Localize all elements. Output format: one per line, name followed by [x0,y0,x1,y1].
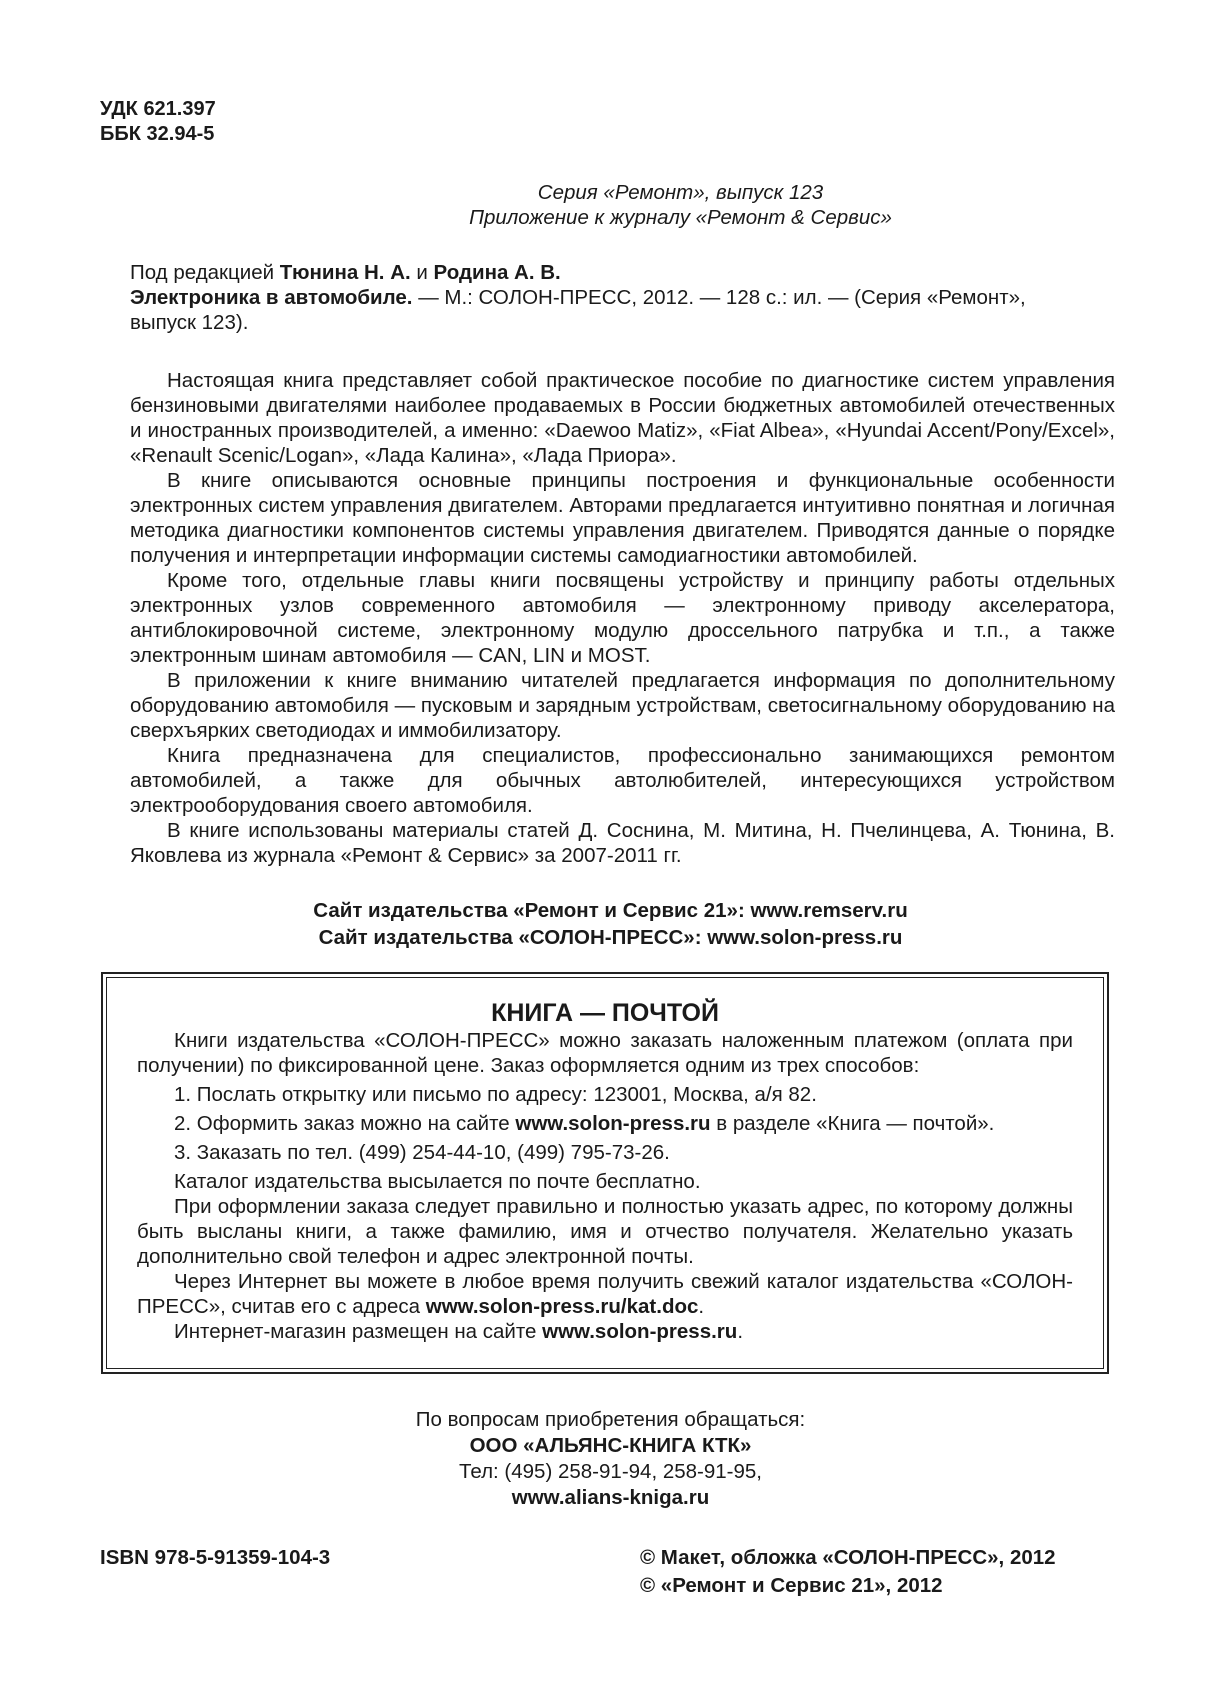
annotation-paragraph: Кроме того, отдельные главы книги посвящены устройству и принципу работы отдельных электронных узлов современного автомобиля — электронному приводу акселератора, антиблокировочной системе, электронному модулю дроссельного патрубка и т.п., а также электронным шинам автомобиля — CAN, LIN и MOST. [130,569,1115,667]
mail-order-content [106,977,1104,1369]
publisher-sites [0,897,1211,951]
book-title: Электроника в автомобиле. [130,286,413,309]
series-info [0,180,1211,230]
internet-catalog-post: . [698,1295,705,1318]
copyright [640,1544,1056,1600]
editors-and: и [410,261,434,284]
bbk-code: ББК 32.94-5 [100,123,215,145]
online-shop [137,1319,1073,1344]
shop-link[interactable]: www.solon-press.ru [542,1320,738,1343]
order-method-2-pre: 2. Оформить заказ можно на сайте [174,1112,516,1135]
mail-order-intro: Книги издательства «СОЛОН-ПРЕСС» можно заказать наложенным платежом (оплата при получении) по фиксированной цене. Заказ оформляется одним из трех способов: [137,1029,1073,1077]
online-shop-post: . [737,1320,744,1343]
order-method-1: 1. Послать открытку или письмо по адресу: 123001, Москва, а/я 82. [174,1083,817,1106]
editor-2: Родина А. В. [433,261,561,284]
annotation-paragraph: Книга предназначена для специалистов, профессионально занимающихся ремонтом автомобилей, а также для обычных автолюбителей, интересующихся устройством электрооборудования своего автомобиля. [130,744,1115,817]
supplement-line: Приложение к журналу «Ремонт & Сервис» [469,206,892,229]
imprint: — М.: СОЛОН-ПРЕСС, 2012. — 128 с.: ил. — (Серия «Ремонт», выпуск 123). [130,286,1026,334]
distributor-name: ООО «АЛЬЯНС-КНИГА КТК» [469,1434,752,1457]
online-shop-pre: Интернет-магазин размещен на сайте [174,1320,543,1343]
catalog-note: Каталог издательства высылается по почте бесплатно. [174,1170,701,1193]
isbn: ISBN 978-5-91359-104-3 [100,1546,331,1569]
order-instructions: При оформлении заказа следует правильно и полностью указать адрес, по которому должны быть высланы книги, а также фамилию, имя и отчество получателя. Желательно указать дополнительно свой телефон и адрес электронной почты. [137,1195,1073,1268]
annotation-paragraph: В приложении к книге вниманию читателей предлагается информация по дополнительному оборудованию автомобиля — пусковым и зарядным устройствам, светосигнальному оборудованию на сверхъярких светодиодах и иммобилизатору. [130,669,1115,742]
classification-codes [100,97,216,147]
order-method-3: 3. Заказать по тел. (499) 254-44-10, (499) 795-73-26. [174,1141,670,1164]
site-remserv: Сайт издательства «Ремонт и Сервис 21»: www.remserv.ru [313,899,908,922]
internet-catalog-pre: Через Интернет вы можете в любое время получить свежий каталог издательства «СОЛОН-ПРЕСС», считав его с адреса [137,1270,1073,1318]
site-solon: Сайт издательства «СОЛОН-ПРЕСС»: www.solon-press.ru [318,926,903,949]
order-method-2-link[interactable]: www.solon-press.ru [515,1112,711,1135]
copyright-line-2: © «Ремонт и Сервис 21», 2012 [640,1574,943,1597]
annotation-paragraph: Настоящая книга представляет собой практическое пособие по диагностике систем управления бензиновыми двигателями наиболее продаваемых в России бюджетных автомобилей отечественных и иностранных производителей, а именно: «Daewoo Matiz», «Fiat Albea», «Hyundai Accent/Pony/Excel», «Renault Scenic/Logan», «Лада Калина», «Лада Приора». [130,369,1115,467]
contact-intro: По вопросам приобретения обращаться: [415,1408,806,1431]
annotation-paragraph: В книге использованы материалы статей Д. Соснина, М. Митина, Н. Пчелинцева, А. Тюнина, В. Яковлева из журнала «Ремонт & Сервис» за 2007-2011 гг. [130,819,1115,867]
mail-order-box [101,972,1109,1374]
udk-code: УДК 621.397 [100,98,216,120]
title-line [130,285,1055,335]
bibliographic-record [130,260,1055,335]
distributor-contact [0,1407,1211,1511]
annotation [130,368,1115,868]
editor-1: Тюнина Н. А. [279,261,411,284]
editors-line [130,260,1055,285]
annotation-paragraph: В книге описываются основные принципы построения и функциональные особенности электронных систем управления двигателем. Авторами предлагается интуитивно понятная и логичная методика диагностики компонентов системы управления двигателем. Приводятся данные о порядке получения и интерпретации информации системы самодиагностики автомобилей. [130,469,1115,567]
order-method-2-post: в разделе «Книга — почтой». [710,1112,995,1135]
editors-prefix: Под редакцией [130,261,280,284]
order-method-2 [137,1111,1073,1136]
catalog-link[interactable]: www.solon-press.ru/kat.doc [425,1295,699,1318]
series-line: Серия «Ремонт», выпуск 123 [537,181,824,204]
distributor-site[interactable]: www.alians-kniga.ru [511,1486,710,1509]
mail-order-title: КНИГА — ПОЧТОЙ [491,999,719,1027]
distributor-phone: Тел: (495) 258-91-94, 258-91-95, [458,1460,762,1483]
copyright-line-1: © Макет, обложка «СОЛОН-ПРЕСС», 2012 [640,1546,1056,1569]
internet-catalog [137,1269,1073,1319]
